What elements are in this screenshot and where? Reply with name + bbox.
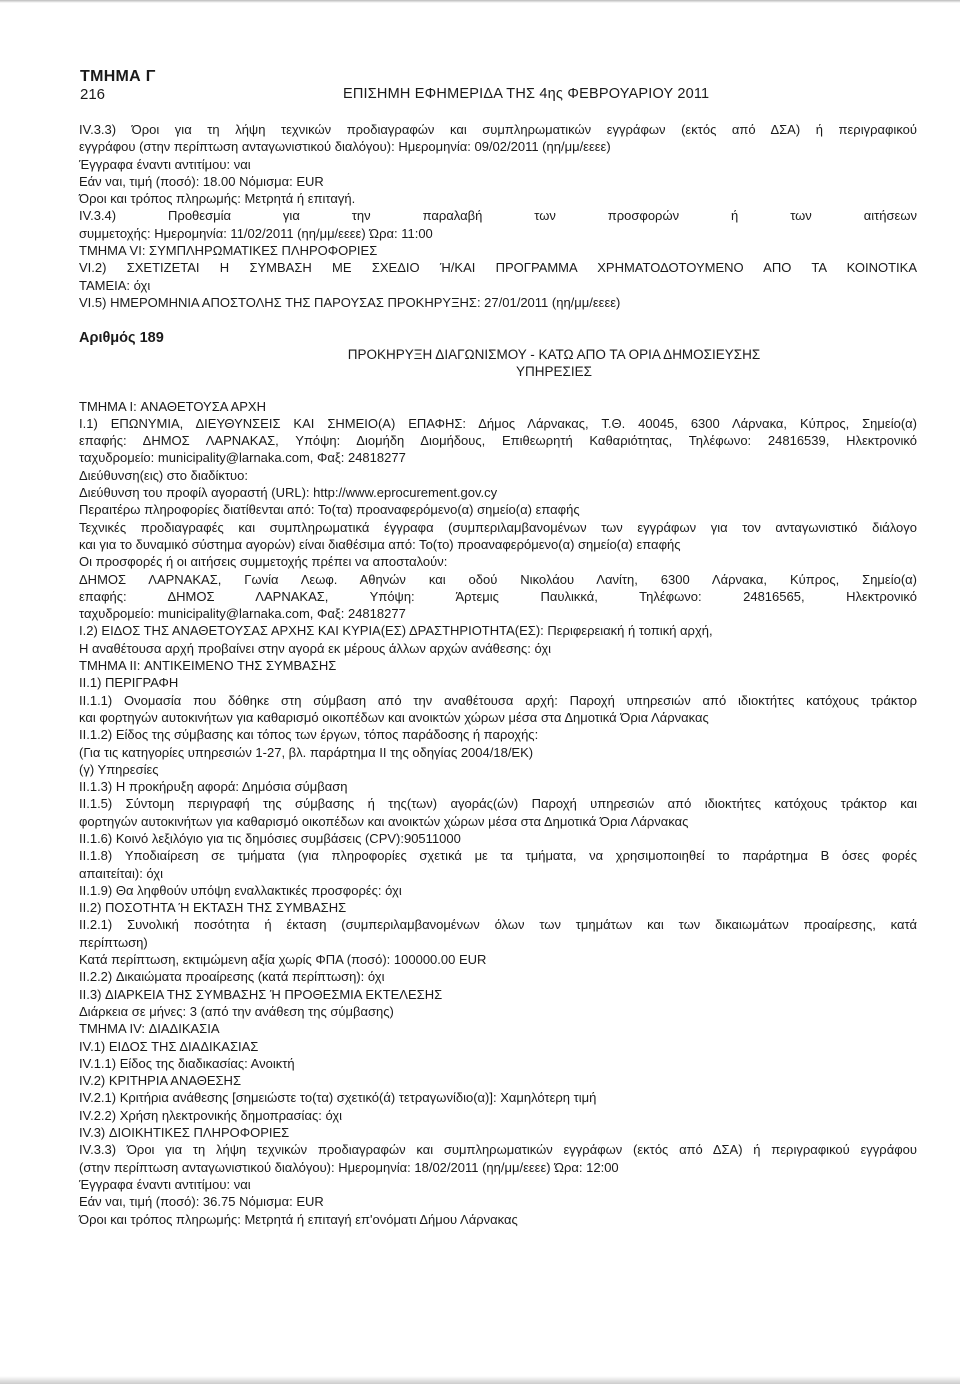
text-line: Τεχνικές προδιαγραφές και συμπληρωματικά έγγραφα (συμπεριλαμβανομένων των εγγράφων για τον ανταγωνιστικό διάλογο bbox=[79, 519, 917, 535]
text-line: ΤΑΜΕΙΑ: όχι bbox=[79, 277, 151, 293]
text-line: και φορτηγών αυτοκινήτων για καθαρισμό οικοπέδων και ανοικτών χώρων μέσα στα Δημοτικά Όρια Λάρνακας bbox=[79, 709, 709, 725]
text-line: εγγράφου (στην περίπτωση ανταγωνιστικού διαλόγου): Ημερομηνία: 09/02/2011 (ηη/μμ/εεεε) bbox=[79, 139, 611, 155]
document-body bbox=[79, 121, 917, 1228]
text-line: IV.1.1) Είδος της διαδικασίας: Ανοικτή bbox=[79, 1055, 295, 1071]
text-line: φορτηγών αυτοκινήτων για καθαρισμό οικοπέδων και ανοικτών χώρων μέσα στα Δημοτικά Όρια Λάρνακας bbox=[79, 813, 689, 829]
text-line: και για το δυναμικό σύστημα αγορών) είναι διαθέσιμα από: Το(το) προαναφερόμενο(α) σημείο(α) επαφής bbox=[79, 536, 681, 552]
text-line: Διάρκεια σε μήνες: 3 (από την ανάθεση της σύμβασης) bbox=[79, 1003, 394, 1019]
notice-number: Αριθμός 189 bbox=[79, 330, 164, 347]
text-line: ταχυδρομείο: municipality@larnaka.com, Φαξ: 24818277 bbox=[79, 450, 406, 466]
text-line: Όροι και τρόπος πληρωμής: Μετρητά ή επιταγή επ'ονόματι Δήμου Λάρνακας bbox=[79, 1211, 518, 1227]
text-line: II.1.3) Η προκήρυξη αφορά: Δημόσια σύμβαση bbox=[79, 779, 348, 795]
text-line: II.1.9) Θα ληφθούν υπόψη εναλλακτικές προσφορές: όχι bbox=[79, 882, 402, 898]
text-line: Όροι και τρόπος πληρωμής: Μετρητά ή επιταγή. bbox=[79, 191, 356, 207]
text-line: IV.3.3) Όροι για τη λήψη τεχνικών προδιαγραφών και συμπληρωματικών εγγράφων (εκτός από ΔΣΑ) ή περιγραφικού εγγράφου bbox=[79, 1142, 917, 1158]
text-line: επαφής: ΔΗΜΟΣ ΛΑΡΝΑΚΑΣ, Υπόψη: Διομήδη Διομήδους, Επιθεωρητή Καθαριότητας, Τηλέφωνο: 24816539, Ηλεκτρονικό bbox=[79, 433, 917, 449]
text-line: II.2) ΠΟΣΟΤΗΤΑ Ή ΕΚΤΑΣΗ ΤΗΣ ΣΥΜΒΑΣΗΣ bbox=[79, 900, 347, 916]
text-line: IV.3.3) Όροι για τη λήψη τεχνικών προδιαγραφών και συμπληρωματικών εγγράφων (εκτός από ΔΣΑ) ή περιγραφικού bbox=[79, 122, 917, 137]
text-line: Διεύθυνση(εις) στο διαδίκτυο: bbox=[79, 467, 248, 483]
text-line: II.2.2) Δικαιώματα προαίρεσης (κατά περίπτωση): όχι bbox=[79, 969, 385, 985]
text-line: VI.5) ΗΜΕΡΟΜΗΝΙΑ ΑΠΟΣΤΟΛΗΣ ΤΗΣ ΠΑΡΟΥΣΑΣ ΠΡΟΚΗΡΥΞΗΣ: 27/01/2011 (ηη/μμ/εεεε) bbox=[79, 294, 621, 310]
scan-top-edge bbox=[0, 0, 960, 3]
text-line: II.1.5) Σύντομη περιγραφή της σύμβασης ή της(των) αγοράς(ών) Παροχή υπηρεσιών από ιδιοκτήτες κατόχους τράκτορ και bbox=[79, 796, 917, 812]
notice-body bbox=[79, 398, 917, 1228]
text-line: Η αναθέτουσα αρχή προβαίνει στην αγορά εκ μέρους άλλων αρχών ανάθεσης: όχι bbox=[79, 640, 552, 656]
text-line: ΤΜΗΜΑ II: ΑΝΤΙΚΕΙΜΕΝΟ ΤΗΣ ΣΥΜΒΑΣΗΣ bbox=[79, 658, 337, 674]
text-line: ταχυδρομείο: municipality@larnaka.com, Φαξ: 24818277 bbox=[79, 606, 406, 622]
text-line: ΤΜΗΜΑ I: ΑΝΑΘΕΤΟΥΣΑ ΑΡΧΗ bbox=[79, 398, 266, 414]
text-line: IV.3) ΔΙΟΙΚΗΤΙΚΕΣ ΠΛΗΡΟΦΟΡΙΕΣ bbox=[79, 1125, 290, 1141]
text-line: Διεύθυνση του προφίλ αγοραστή (URL): http://www.eprocurement.gov.cy bbox=[79, 485, 498, 501]
text-line: II.1.2) Είδος της σύμβασης και τόπος των έργων, τόπος παράδοσης ή παροχής: bbox=[79, 727, 539, 743]
text-line: επαφής: ΔΗΜΟΣ ΛΑΡΝΑΚΑΣ, Υπόψη: Άρτεμις Παυλικκά, Τηλέφωνο: 24816565, Ηλεκτρονικό bbox=[79, 588, 917, 604]
text-line: Εάν ναι, τιμή (ποσό): 18.00 Νόμισμα: EUR bbox=[79, 173, 324, 189]
scan-bottom-edge bbox=[0, 1376, 960, 1384]
text-line: II.1.6) Κοινό λεξιλόγιο για τις δημόσιες συμβάσεις (CPV):90511000 bbox=[79, 830, 461, 846]
previous-notice-tail bbox=[79, 121, 917, 311]
text-line: IV.3.4) Προθεσμία για την παραλαβή των προσφορών ή των αιτήσεων bbox=[79, 208, 917, 224]
text-line: (Για τις κατηγορίες υπηρεσιών 1-27, βλ. παράρτημα II της οδηγίας 2004/18/ΕΚ) bbox=[79, 744, 534, 760]
text-line: I.1) ΕΠΩΝΥΜΙΑ, ΔΙΕΥΘΥΝΣΕΙΣ ΚΑΙ ΣΗΜΕΙΟ(Α) ΕΠΑΦΗΣ: Δήμος Λάρνακας, Τ.Θ. 40045, 6300 Λάρνακα, Κύπρος, Σημείο(α) bbox=[79, 415, 917, 431]
page-number: 216 bbox=[80, 86, 106, 103]
text-line: συμμετοχής: Ημερομηνία: 11/02/2011 (ηη/μμ/εεεε) Ώρα: 11:00 bbox=[79, 225, 433, 241]
text-line: II.1.8) Υποδιαίρεση σε τμήματα (για πληροφορίες σχετικά με τα τμήματα, να χρησιμοποιηθεί το παράρτημα Β όσες φορές bbox=[79, 848, 917, 864]
text-line: Έγγραφα έναντι αντιτίμου: ναι bbox=[79, 156, 251, 172]
gazette-header: ΕΠΙΣΗΜΗ ΕΦΗΜΕΡΙΔΑ ΤΗΣ 4ης ΦΕΒΡΟΥΑΡΙΟΥ 2011 bbox=[343, 86, 710, 102]
text-line: Οι προσφορές ή οι αιτήσεις συμμετοχής πρέπει να αποσταλούν: bbox=[79, 554, 448, 570]
text-line: VI.2) ΣΧΕΤΙΖΕΤΑΙ Η ΣΥΜΒΑΣΗ ΜΕ ΣΧΕΔΙΟ Ή/ΚΑΙ ΠΡΟΓΡΑΜΜΑ ΧΡΗΜΑΤΟΔΟΤΟΥΜΕΝΟ ΑΠΟ ΤΑ ΚΟΙΝΟΤΙΚΑ bbox=[79, 260, 917, 276]
text-line: I.2) ΕΙΔΟΣ ΤΗΣ ΑΝΑΘΕΤΟΥΣΑΣ ΑΡΧΗΣ ΚΑΙ ΚΥΡΙΑ(ΕΣ) ΔΡΑΣΤΗΡΙΟΤΗΤΑ(ΕΣ): Περιφερειακή ή τοπική αρχή, bbox=[79, 623, 713, 639]
text-line: Εάν ναι, τιμή (ποσό): 36.75 Νόμισμα: EUR bbox=[79, 1194, 324, 1210]
text-line: (γ) Υπηρεσίες bbox=[79, 761, 159, 777]
text-line: απαιτείται): όχι bbox=[79, 865, 164, 881]
text-line: II.1) ΠΕΡΙΓΡΑΦΗ bbox=[79, 675, 179, 691]
text-line: IV.2.1) Κριτήρια ανάθεσης [σημειώστε το(τα) σχετικό(ά) τετραγωνίδιο(α)]: Χαμηλότερη τιμή bbox=[79, 1090, 597, 1106]
text-line: IV.1) ΕΙΔΟΣ ΤΗΣ ΔΙΑΔΙΚΑΣΙΑΣ bbox=[79, 1038, 259, 1054]
section-heading: ΤΜΗΜΑ Γ bbox=[80, 68, 156, 85]
text-line: Περαιτέρω πληροφορίες διατίθενται από: Το(τα) προαναφερόμενο(α) σημείο(α) επαφής bbox=[79, 502, 580, 518]
text-line: II.3) ΔΙΑΡΚΕΙΑ ΤΗΣ ΣΥΜΒΑΣΗΣ Ή ΠΡΟΘΕΣΜΙΑ ΕΚΤΕΛΕΣΗΣ bbox=[79, 986, 443, 1002]
text-line: IV.2.2) Χρήση ηλεκτρονικής δημοπρασίας: όχι bbox=[79, 1107, 343, 1123]
text-line: ΤΜΗΜΑ IV: ΔΙΑΔΙΚΑΣΙΑ bbox=[79, 1021, 220, 1037]
notice-title-line2: ΥΠΗΡΕΣΙΕΣ bbox=[516, 363, 592, 379]
text-line: ΔΗΜΟΣ ΛΑΡΝΑΚΑΣ, Γωνία Λεωφ. Αθηνών και οδού Νικολάου Λανίτη, 6300 Λάρνακα, Κύπρος, Σημείο(α) bbox=[79, 571, 917, 587]
text-line: II.2.1) Συνολική ποσότητα ή έκταση (συμπεριλαμβανομένων όλων των τμημάτων και των δικαιωμάτων προαίρεσης, κατά bbox=[79, 917, 917, 933]
text-line: IV.2) ΚΡΙΤΗΡΙΑ ΑΝΑΘΕΣΗΣ bbox=[79, 1073, 241, 1089]
text-line: II.1.1) Ονομασία που δόθηκε στη σύμβαση από την αναθέτουσα αρχή: Παροχή υπηρεσιών από ιδιοκτήτες κατόχους τράκτορ bbox=[79, 692, 917, 708]
notice-heading bbox=[79, 328, 917, 379]
notice-title-line1: ΠΡΟΚΗΡΥΞΗ ΔΙΑΓΩΝΙΣΜΟΥ - ΚΑΤΩ ΑΠΟ ΤΑ ΟΡΙΑ ΔΗΜΟΣΙΕΥΣΗΣ bbox=[347, 346, 761, 362]
text-line: Κατά περίπτωση, εκτιμώμενη αξία χωρίς ΦΠΑ (ποσό): 100000.00 EUR bbox=[79, 952, 487, 968]
text-line: περίπτωση) bbox=[79, 934, 148, 950]
text-line: Έγγραφα έναντι αντιτίμου: ναι bbox=[79, 1176, 251, 1192]
text-line: ΤΜΗΜΑ VI: ΣΥΜΠΛΗΡΩΜΑΤΙΚΕΣ ΠΛΗΡΟΦΟΡΙΕΣ bbox=[79, 243, 378, 259]
text-line: (στην περίπτωση ανταγωνιστικού διαλόγου): Ημερομηνία: 18/02/2011 (ηη/μμ/εεεε) Ώρα: 12:00 bbox=[79, 1159, 619, 1175]
